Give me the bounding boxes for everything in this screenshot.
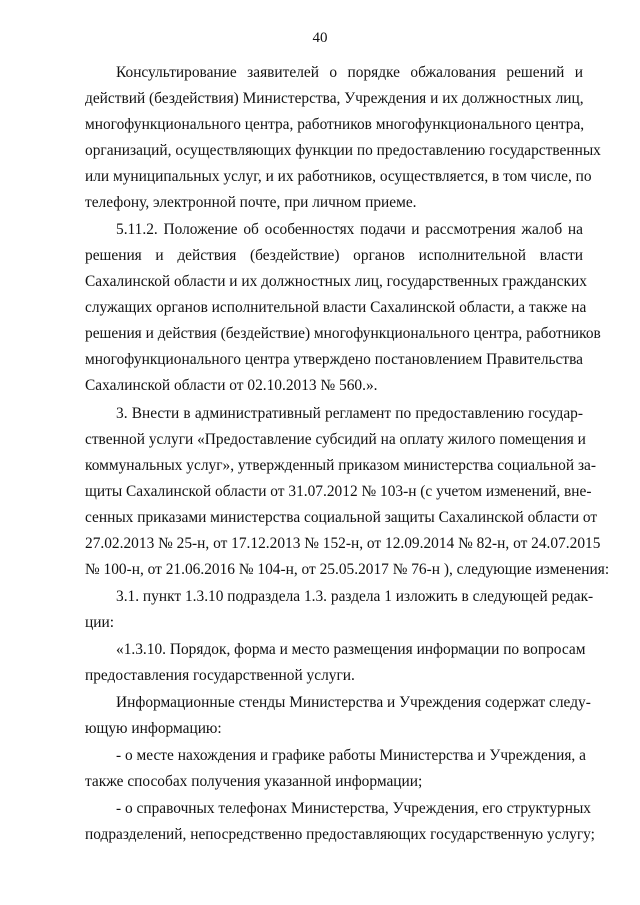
page-number: 40: [312, 30, 328, 46]
text-line: коммунальных услуг», утвержденный приказом министерства социальной за-: [85, 457, 596, 474]
text-line: многофункционального центра утверждено постановлением Правительства: [85, 351, 583, 368]
text-line: или муниципальных услуг, и их работников, осуществляется, в том числе, по: [85, 168, 592, 185]
text-line: 3.1. пункт 1.3.10 подраздела 1.3. раздела 1 изложить в следующей редак-: [116, 588, 594, 605]
text-line: служащих органов исполнительной власти Сахалинской области, а также на: [85, 299, 587, 316]
text-line: организаций, осуществляющих функции по предоставлению государственных: [85, 142, 601, 159]
text-line: действий (бездействия) Министерства, Учреждения и их должностных лиц,: [85, 90, 584, 107]
text-line: - о месте нахождения и графике работы Министерства и Учреждения, а: [116, 747, 586, 764]
text-line: сенных приказами министерства социальной защиты Сахалинской области от: [85, 509, 598, 526]
text-line: предоставления государственной услуги.: [85, 667, 355, 684]
text-line: Информационные стенды Министерства и Учреждения содержат следу-: [116, 694, 591, 711]
text-line: № 100-н, от 21.06.2016 № 104-н, от 25.05.2017 № 76-н ), следующие изменения:: [85, 561, 610, 578]
text-line: Сахалинской области и их должностных лиц, государственных гражданских: [85, 273, 587, 290]
text-line: 27.02.2013 № 25-н, от 17.12.2013 № 152-н, от 12.09.2014 № 82-н, от 24.07.2015: [85, 535, 601, 552]
text-line: решения и действия (бездействие) многофункционального центра, работников: [85, 325, 601, 342]
text-line: «1.3.10. Порядок, форма и место размещения информации по вопросам: [116, 641, 586, 658]
text-line: Сахалинской области от 02.10.2013 № 560.».: [85, 377, 378, 394]
text-line: щиты Сахалинской области от 31.07.2012 № 103-н (с учетом изменений, вне-: [85, 483, 592, 500]
text-line: подразделений, непосредственно предоставляющих государственную услугу;: [85, 826, 595, 843]
text-line: - о справочных телефонах Министерства, Учреждения, его структурных: [116, 800, 591, 817]
text-line: ющую информацию:: [85, 720, 222, 737]
text-line: многофункционального центра, работников многофункционального центра,: [85, 116, 585, 133]
text-line: ции:: [85, 614, 114, 631]
text-line: ственной услуги «Предоставление субсидий на оплату жилого помещения и: [85, 431, 586, 448]
text-line: Консультирование заявителей о порядке обжалования решений и: [116, 64, 583, 81]
text-line: также способах получения указанной информации;: [85, 773, 423, 790]
text-line: 3. Внести в административный регламент по предоставлению государ-: [116, 405, 583, 422]
text-line: телефону, электронной почте, при личном приеме.: [85, 194, 417, 211]
text-line: 5.11.2. Положение об особенностях подачи и рассмотрения жалоб на: [116, 221, 583, 238]
text-line: решения и действия (бездействие) органов исполнительной власти: [85, 247, 583, 264]
